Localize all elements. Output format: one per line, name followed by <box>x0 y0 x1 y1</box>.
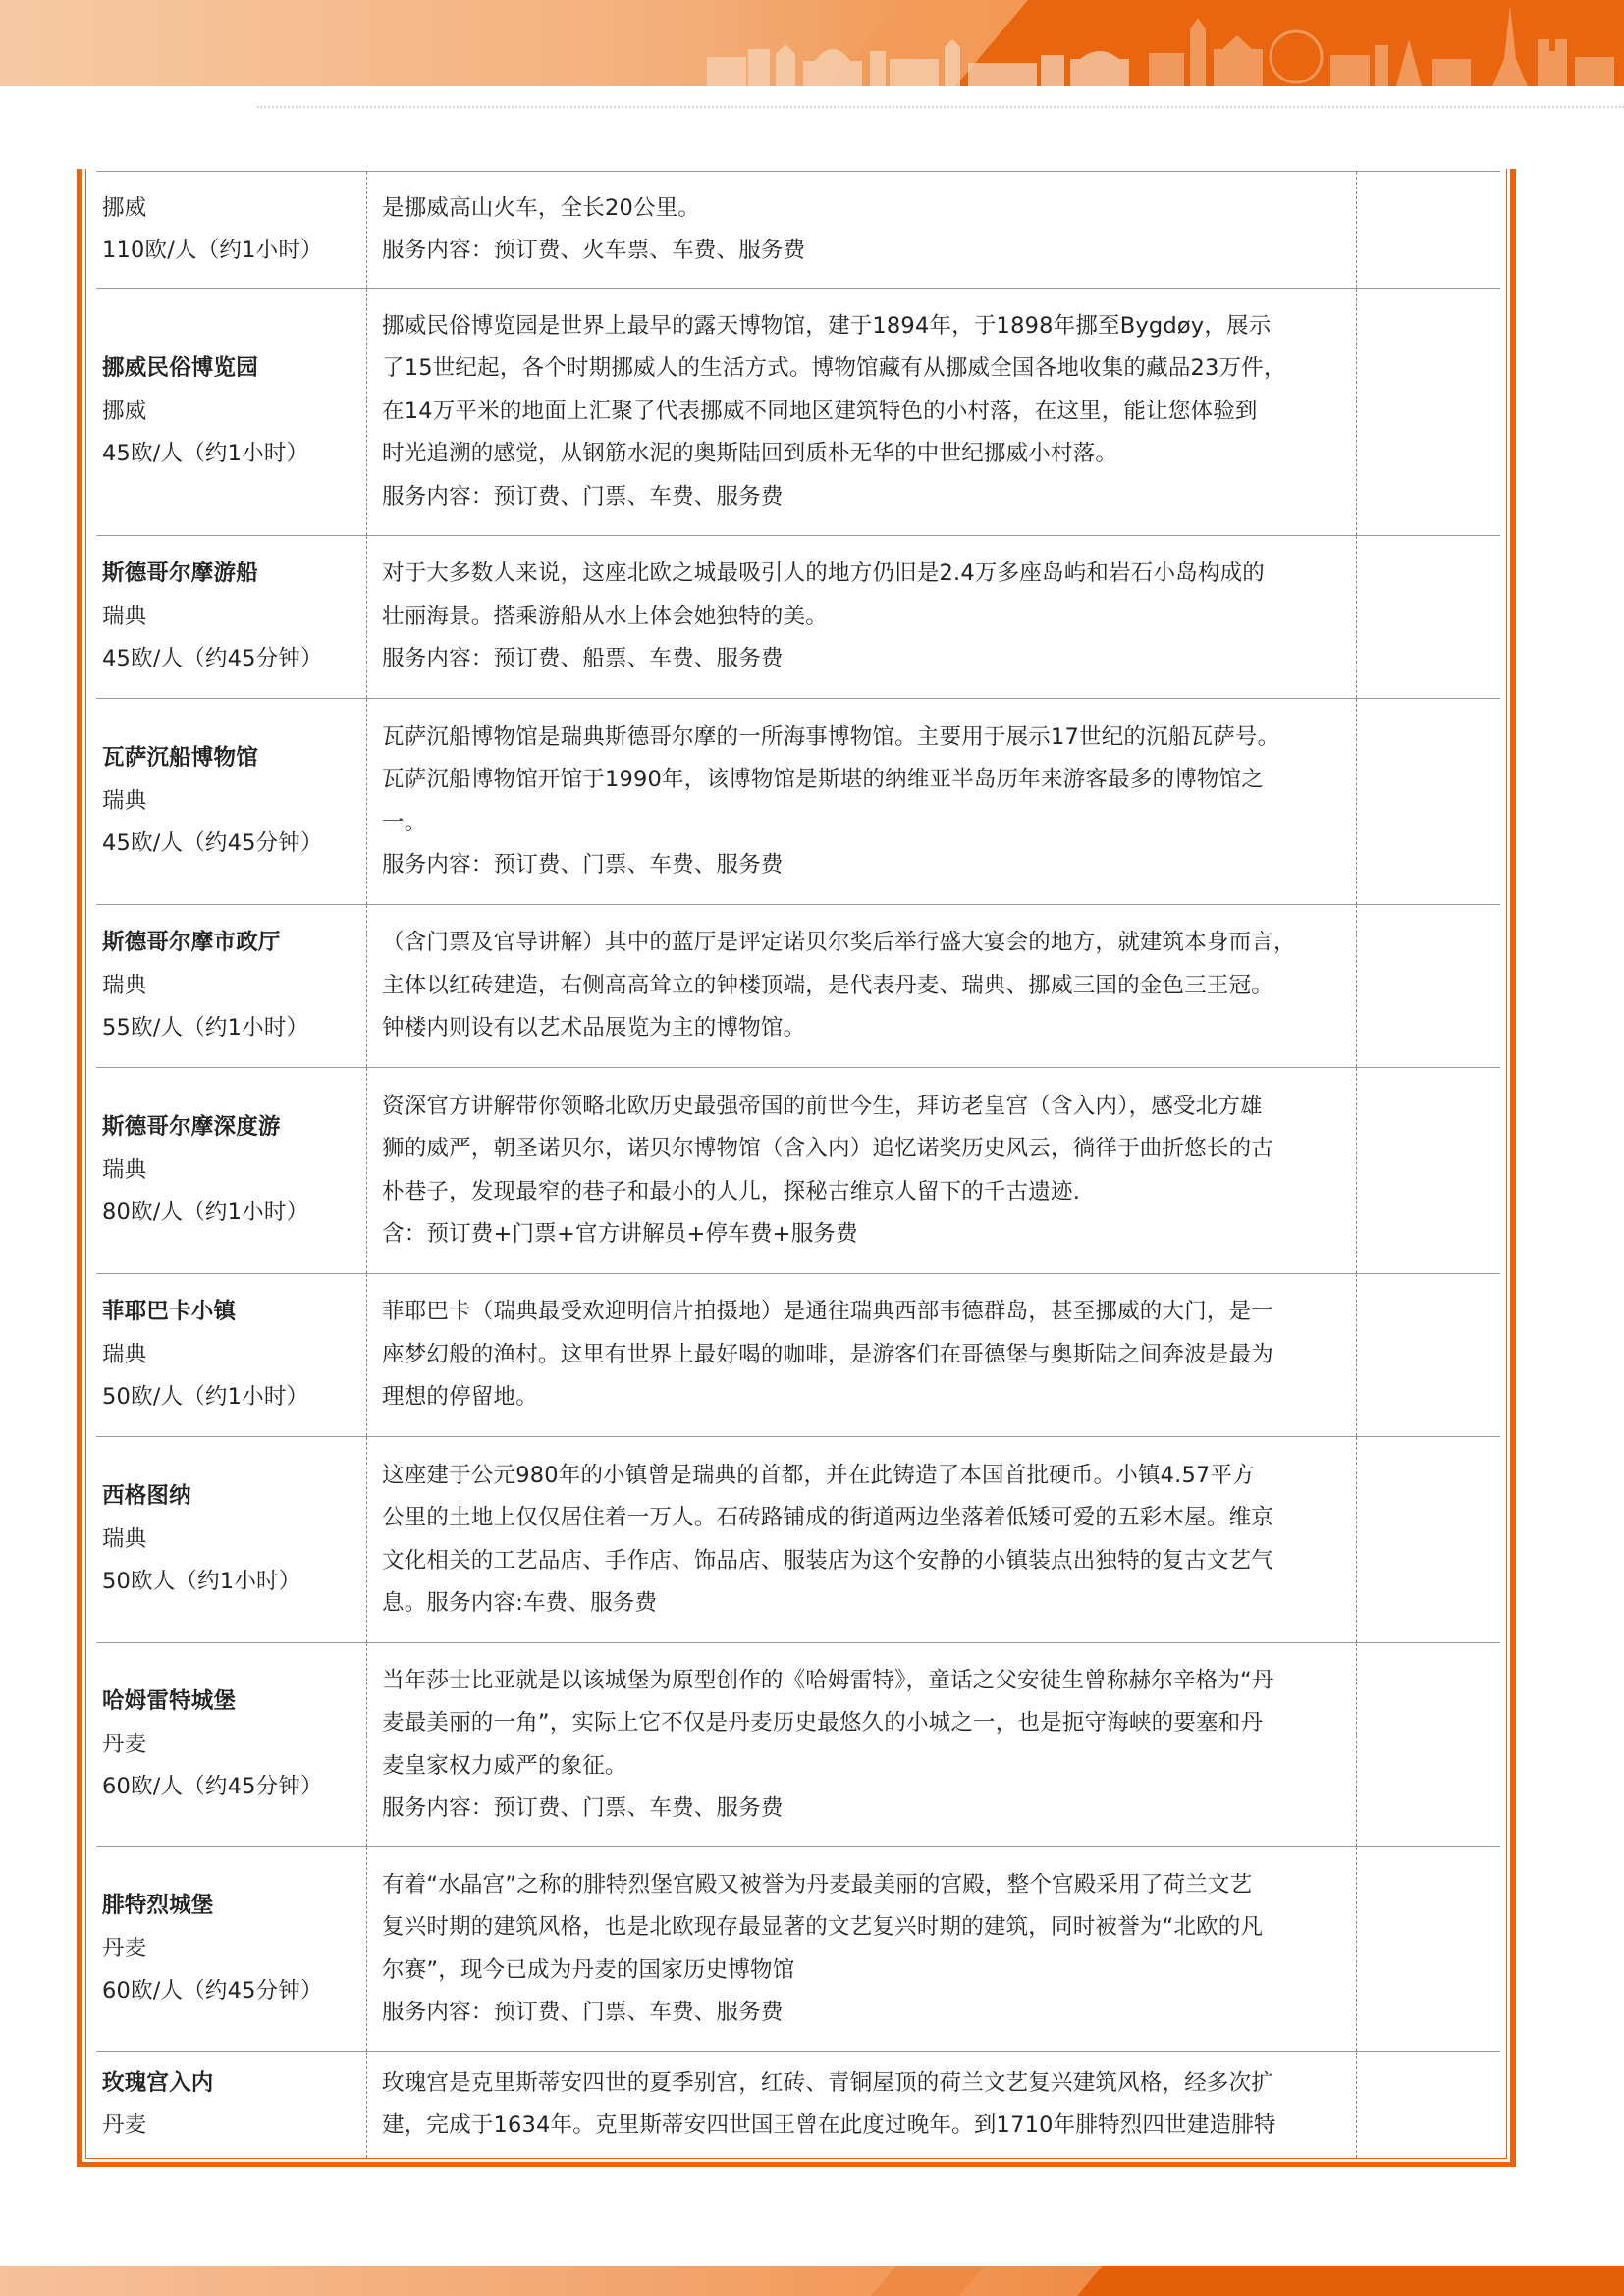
notes-cell <box>1358 905 1500 1067</box>
price: 45欧/人（约45分钟） <box>102 646 323 672</box>
attraction-name: 斯德哥尔摩游船 <box>102 561 258 587</box>
attractions-table <box>77 169 1516 2167</box>
attraction-info <box>96 1437 367 1642</box>
description-line: 是挪威高山火车，全长20公里。 <box>382 194 701 221</box>
attraction-name: 菲耶巴卡小镇 <box>102 1299 237 1325</box>
attraction-description <box>368 1437 1357 1642</box>
description-line: （含门票及官导讲解）其中的蓝厅是评定诺贝尔奖后举行盛大宴会的地方，就建筑本身而言， <box>382 930 1296 956</box>
notes-cell <box>1358 2052 1500 2158</box>
price: 50欧/人（约1小时） <box>102 1384 309 1411</box>
price: 50欧人（约1小时） <box>102 1569 301 1595</box>
attraction-name: 斯德哥尔摩市政厅 <box>102 930 281 956</box>
price: 55欧/人（约1小时） <box>102 1015 309 1041</box>
attraction-info <box>96 1643 367 1846</box>
description-line: 服务内容：预订费、门票、车费、服务费 <box>382 1795 784 1821</box>
footer-banner <box>0 2266 1624 2296</box>
attraction-info <box>96 172 367 288</box>
description-line: 座梦幻般的渔村。这里有世界上最好喝的咖啡，是游客们在哥德堡与奥斯陆之间奔波是最为 <box>382 1341 1274 1367</box>
description-line: 公里的土地上仅仅居住着一万人。石砖路铺成的街道两边坐落着低矮可爱的五彩木屋。维京 <box>382 1505 1274 1530</box>
description-line: 复兴时期的建筑风格，也是北欧现存最显著的文艺复兴时期的建筑，同时被誉为“北欧的凡 <box>382 1914 1264 1940</box>
description-line: 对于大多数人来说，这座北欧之城最吸引人的地方仍旧是2.4万多座岛屿和岩石小岛构成的 <box>382 561 1265 587</box>
description-line: 时光追溯的感觉，从钢筋水泥的奥斯陆回到质朴无华的中世纪挪威小村落。 <box>382 441 1118 467</box>
description-line: 理想的停留地。 <box>382 1384 538 1411</box>
description-line: 服务内容：预订费、门票、车费、服务费 <box>382 852 784 878</box>
attraction-info <box>96 289 367 535</box>
description-line: 建，完成于1634年。克里斯蒂安四世国王曾在此度过晚年。到1710年腓特烈四世建造腓特 <box>382 2112 1276 2138</box>
description-line: 服务内容：预订费、火车票、车费、服务费 <box>382 238 806 263</box>
price: 60欧/人（约45分钟） <box>102 1774 323 1800</box>
country: 丹麦 <box>102 1935 147 1961</box>
description-line: 有着“水晶宫”之称的腓特烈堡宫殿又被誉为丹麦最美丽的宫殿，整个宫殿采用了荷兰文艺 <box>382 1871 1253 1897</box>
attraction-info <box>96 2052 367 2158</box>
description-line: 在14万平米的地面上汇聚了代表挪威不同地区建筑特色的小村落，在这里，能让您体验到 <box>382 398 1258 424</box>
attraction-description <box>368 172 1357 288</box>
attraction-description <box>368 905 1357 1067</box>
attraction-info <box>96 905 367 1067</box>
country: 丹麦 <box>102 2112 147 2138</box>
description-line: 麦皇家权力威严的象征。 <box>382 1752 627 1779</box>
description-line: 一。 <box>382 809 427 835</box>
table-row <box>96 1274 1500 1437</box>
description-line: 服务内容：预订费、船票、车费、服务费 <box>382 646 784 672</box>
header-divider <box>257 106 1624 108</box>
table-row <box>96 1437 1500 1643</box>
country: 丹麦 <box>102 1731 147 1757</box>
attraction-name: 玫瑰宫入内 <box>102 2069 214 2096</box>
country: 挪威 <box>102 398 147 424</box>
table-row <box>96 289 1500 536</box>
notes-cell <box>1358 536 1500 698</box>
attraction-name: 哈姆雷特城堡 <box>102 1688 237 1715</box>
table-row <box>96 171 1500 289</box>
country: 瑞典 <box>102 787 147 814</box>
attraction-description <box>368 289 1357 535</box>
description-line: 尔赛”，现今已成为丹麦的国家历史博物馆 <box>382 1956 795 1983</box>
notes-cell <box>1358 1068 1500 1273</box>
table-row <box>96 536 1500 699</box>
header-banner <box>0 0 1624 86</box>
country: 瑞典 <box>102 972 147 998</box>
notes-cell <box>1358 699 1500 904</box>
description-line: 这座建于公元980年的小镇曾是瑞典的首都，并在此铸造了本国首批硬币。小镇4.57平方 <box>382 1462 1255 1488</box>
description-line: 瓦萨沉船博物馆开馆于1990年，该博物馆是斯堪的纳维亚半岛历年来游客最多的博物馆之 <box>382 767 1264 792</box>
description-line: 瓦萨沉船博物馆是瑞典斯德哥尔摩的一所海事博物馆。主要用于展示17世纪的沉船瓦萨号。 <box>382 723 1280 750</box>
country: 瑞典 <box>102 1341 147 1367</box>
attraction-info <box>96 536 367 698</box>
table-row <box>96 2052 1500 2158</box>
country: 瑞典 <box>102 1525 147 1552</box>
description-line: 钟楼内则设有以艺术品展览为主的博物馆。 <box>382 1015 806 1041</box>
table-row <box>96 699 1500 905</box>
description-line: 朴巷子，发现最窄的巷子和最小的人儿，探秘古维京人留下的千古遗迹. <box>382 1178 1081 1204</box>
description-line: 了15世纪起，各个时期挪威人的生活方式。博物馆藏有从挪威全国各地收集的藏品23万件， <box>382 355 1286 382</box>
notes-cell <box>1358 1847 1500 2051</box>
notes-cell <box>1358 172 1500 288</box>
price: 110欧/人（约1小时） <box>102 238 323 263</box>
attraction-description <box>368 1274 1357 1436</box>
attraction-name: 腓特烈城堡 <box>102 1893 214 1919</box>
description-line: 壮丽海景。搭乘游船从水上体会她独特的美。 <box>382 603 829 629</box>
description-line: 狮的威严，朝圣诺贝尔，诺贝尔博物馆（含入内）追忆诺奖历史风云，徜徉于曲折悠长的古 <box>382 1136 1274 1161</box>
description-line: 当年莎士比亚就是以该城堡为原型创作的《哈姆雷特》，童话之父安徒生曾称赫尔辛格为“丹 <box>382 1667 1274 1693</box>
city-skyline-icon <box>687 0 1624 86</box>
description-line: 玫瑰宫是克里斯蒂安四世的夏季别宫，红砖、青铜屋顶的荷兰文艺复兴建筑风格，经多次扩 <box>382 2069 1274 2096</box>
country: 挪威 <box>102 194 147 221</box>
attraction-description <box>368 536 1357 698</box>
attraction-info <box>96 1847 367 2051</box>
attraction-info <box>96 1274 367 1436</box>
attraction-name: 挪威民俗博览园 <box>102 355 258 382</box>
country: 瑞典 <box>102 603 147 629</box>
attraction-name: 瓦萨沉船博物馆 <box>102 745 258 772</box>
attraction-info <box>96 699 367 904</box>
description-line: 麦最美丽的一角”，实际上它不仅是丹麦历史最悠久的小城之一，也是扼守海峡的要塞和丹 <box>382 1710 1264 1735</box>
attraction-description <box>368 699 1357 904</box>
description-line: 资深官方讲解带你领略北欧历史最强帝国的前世今生，拜访老皇宫（含入内），感受北方雄 <box>382 1093 1263 1119</box>
table-row <box>96 1643 1500 1847</box>
description-line: 主体以红砖建造，右侧高高耸立的钟楼顶端，是代表丹麦、瑞典、挪威三国的金色三王冠。 <box>382 972 1274 998</box>
description-line: 含：预订费+门票+官方讲解员+停车费+服务费 <box>382 1221 858 1247</box>
notes-cell <box>1358 1274 1500 1436</box>
attraction-name: 斯德哥尔摩深度游 <box>102 1114 281 1141</box>
attraction-description <box>368 1643 1357 1846</box>
attraction-description <box>368 2052 1357 2158</box>
notes-cell <box>1358 1437 1500 1642</box>
price: 60欧/人（约45分钟） <box>102 1978 323 2004</box>
description-line: 息。服务内容:车费、服务费 <box>382 1590 658 1616</box>
description-line: 挪威民俗博览园是世界上最早的露天博物馆，建于1894年，于1898年挪至Bygdøy，展示 <box>382 312 1272 339</box>
attraction-description <box>368 1068 1357 1273</box>
table-row <box>96 1847 1500 2052</box>
attraction-name: 西格图纳 <box>102 1483 191 1510</box>
attraction-info <box>96 1068 367 1273</box>
price: 45欧/人（约1小时） <box>102 441 309 467</box>
description-line: 文化相关的工艺品店、手作店、饰品店、服装店为这个安静的小镇装点出独特的复古文艺气 <box>382 1547 1274 1574</box>
description-line: 服务内容：预订费、门票、车费、服务费 <box>382 483 784 509</box>
price: 80欧/人（约1小时） <box>102 1200 309 1226</box>
country: 瑞典 <box>102 1156 147 1183</box>
price: 45欧/人（约45分钟） <box>102 830 323 857</box>
table-row <box>96 1068 1500 1274</box>
notes-cell <box>1358 1643 1500 1846</box>
notes-cell <box>1358 289 1500 535</box>
description-line: 菲耶巴卡（瑞典最受欢迎明信片拍摄地）是通往瑞典西部韦德群岛，甚至挪威的大门，是一 <box>382 1299 1274 1325</box>
table-row <box>96 905 1500 1068</box>
description-line: 服务内容：预订费、门票、车费、服务费 <box>382 2000 784 2025</box>
attraction-description <box>368 1847 1357 2051</box>
